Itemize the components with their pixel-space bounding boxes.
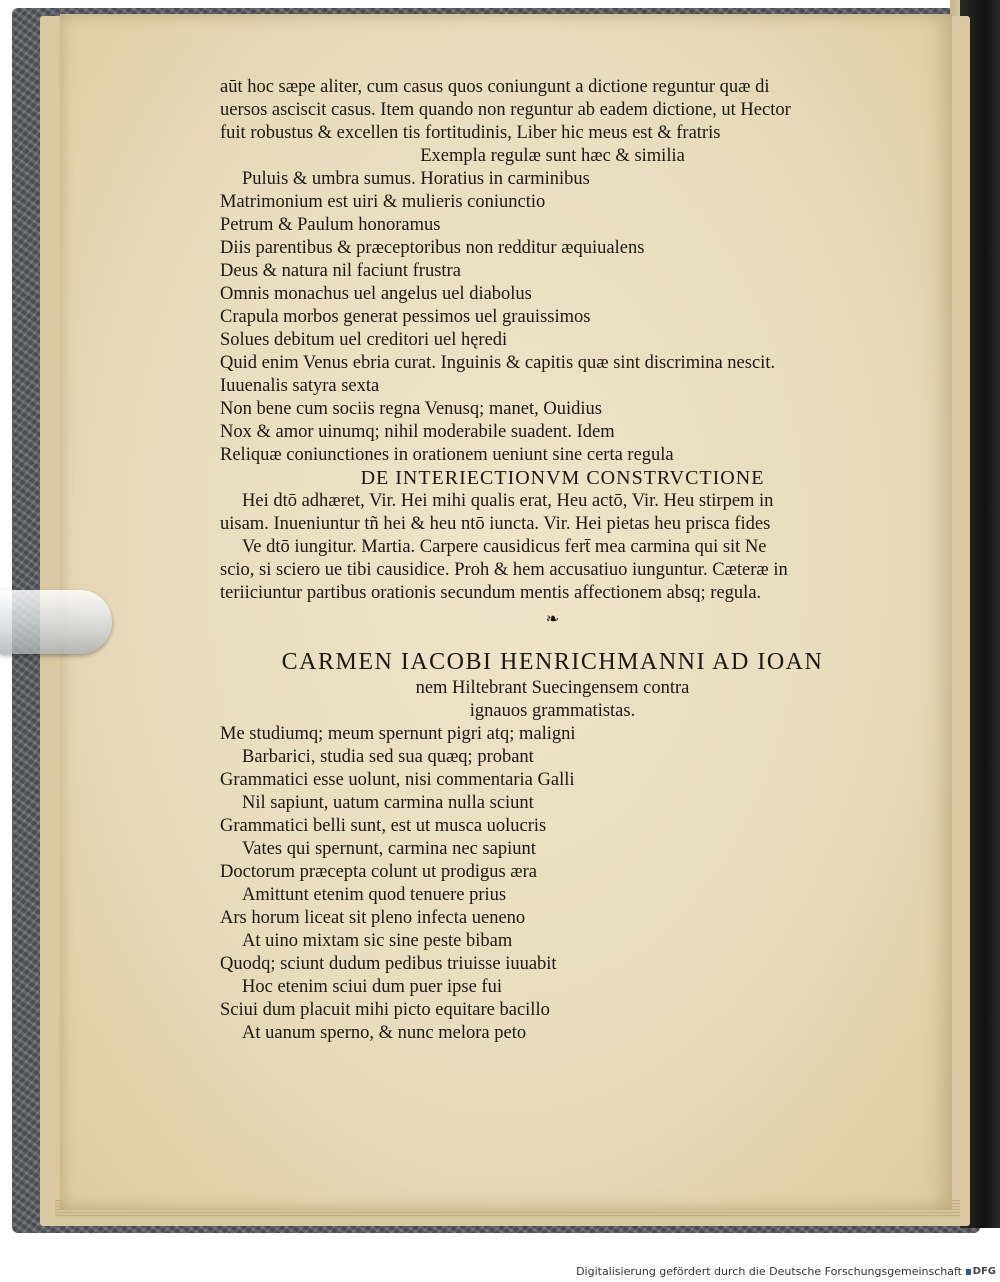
example-line: Diis parentibus & præceptoribus non redditur æquiualens — [220, 238, 645, 258]
section-line: scio, si sciero ue tibi causidice. Proh & hem accusatiuo iunguntur. Cæteræ in — [220, 560, 788, 580]
poem-subtitle: nem Hiltebrant Suecingensem contra — [415, 678, 690, 698]
example-line: Reliquæ coniunctiones in orationem ueniunt sine certa regula — [220, 445, 674, 465]
section-line: teriiciuntur partibus orationis secundum mentis affectionem absq; regula. — [220, 583, 762, 603]
section-line: Ve dtō iungitur. Martia. Carpere causidicus fert̄ mea carmina qui sit Ne — [242, 537, 767, 557]
poem-line: Me studiumq; meum spernunt pigri atq; maligni — [220, 724, 576, 744]
poem-line: Sciui dum placuit mihi picto equitare bacillo — [220, 1000, 550, 1020]
poem-line: Grammatici belli sunt, est ut musca uolucris — [220, 816, 547, 836]
poem-line: Grammatici esse uolunt, nisi commentaria Galli — [220, 770, 575, 790]
example-line: Quid enim Venus ebria curat. Inguinis & capitis quæ sint discrimina nescit. — [220, 353, 776, 373]
poem-line: Vates qui spernunt, carmina nec sapiunt — [242, 839, 536, 859]
poem-line: Doctorum præcepta colunt ut prodigus æra — [220, 862, 538, 882]
dfg-logo — [966, 1264, 996, 1279]
section-heading: DE INTERIECTIONVM CONSTRVCTIONE — [360, 467, 765, 489]
poem-subtitle: ignauos grammatistas. — [469, 701, 636, 721]
dfg-logo-text: DFG — [972, 1266, 996, 1277]
example-line: Petrum & Paulum honoramus — [220, 215, 441, 235]
example-line: Non bene cum sociis regna Venusq; manet, Ouidius — [220, 399, 602, 419]
text-line: fuit robustus & excellen tis fortitudinis, Liber hic meus est & fratris — [220, 123, 721, 143]
example-line: Solues debitum uel creditori uel hęredi — [220, 330, 508, 350]
poem-line: Quodq; sciunt dudum pedibus triuisse iuuabit — [220, 954, 557, 974]
section-line: uisam. Inueniuntur tñ hei & heu ntō iuncta. Vir. Hei pietas heu prisca fides — [220, 514, 771, 534]
example-heading: Exempla regulæ sunt hæc & similia — [420, 146, 685, 166]
example-line: Nox & amor uinumq; nihil moderabile suadent. Idem — [220, 422, 615, 442]
funding-credit: Digitalisierung gefördert durch die Deutsche Forschungsgemeinschaft — [576, 1265, 962, 1278]
poem-line: Amittunt etenim quod tenuere prius — [242, 885, 507, 905]
poem-line: Barbarici, studia sed sua quæq; probant — [242, 747, 534, 767]
example-line: Puluis & umbra sumus. Horatius in carminibus — [242, 169, 590, 189]
ornament-leaf-icon: ❧ — [545, 611, 560, 628]
section-line: Hei dtō adhæret, Vir. Hei mihi qualis erat, Heu actō, Vir. Heu stirpem in — [242, 491, 774, 511]
example-line: Crapula morbos generat pessimos uel grauissimos — [220, 307, 591, 327]
example-line: Deus & natura nil faciunt frustra — [220, 261, 461, 281]
page-holder-clip — [0, 590, 112, 654]
poem-line: At uanum sperno, & nunc melora peto — [242, 1023, 527, 1043]
text-line: uersos asciscit casus. Item quando non reguntur ab eadem dictione, ut Hector — [220, 100, 791, 120]
poem-line: Ars horum liceat sit pleno infecta ueneno — [220, 908, 526, 928]
poem-line: At uino mixtam sic sine peste bibam — [242, 931, 513, 951]
example-line: Omnis monachus uel angelus uel diabolus — [220, 284, 532, 304]
poem-title: CARMEN IACOBI HENRICHMANNI AD IOAN — [281, 649, 824, 675]
example-line: Iuuenalis satyra sexta — [220, 376, 380, 396]
page-text — [220, 76, 885, 1045]
text-line: aūt hoc sæpe aliter, cum casus quos coniungunt a dictione reguntur quæ di — [220, 77, 770, 97]
poem-line: Hoc etenim sciui dum puer ipse fui — [242, 977, 502, 997]
example-line: Matrimonium est uiri & mulieris coniunctio — [220, 192, 546, 212]
footer-bar — [0, 1262, 1000, 1282]
dfg-square-icon — [966, 1269, 971, 1275]
poem-line: Nil sapiunt, uatum carmina nulla sciunt — [242, 793, 534, 813]
